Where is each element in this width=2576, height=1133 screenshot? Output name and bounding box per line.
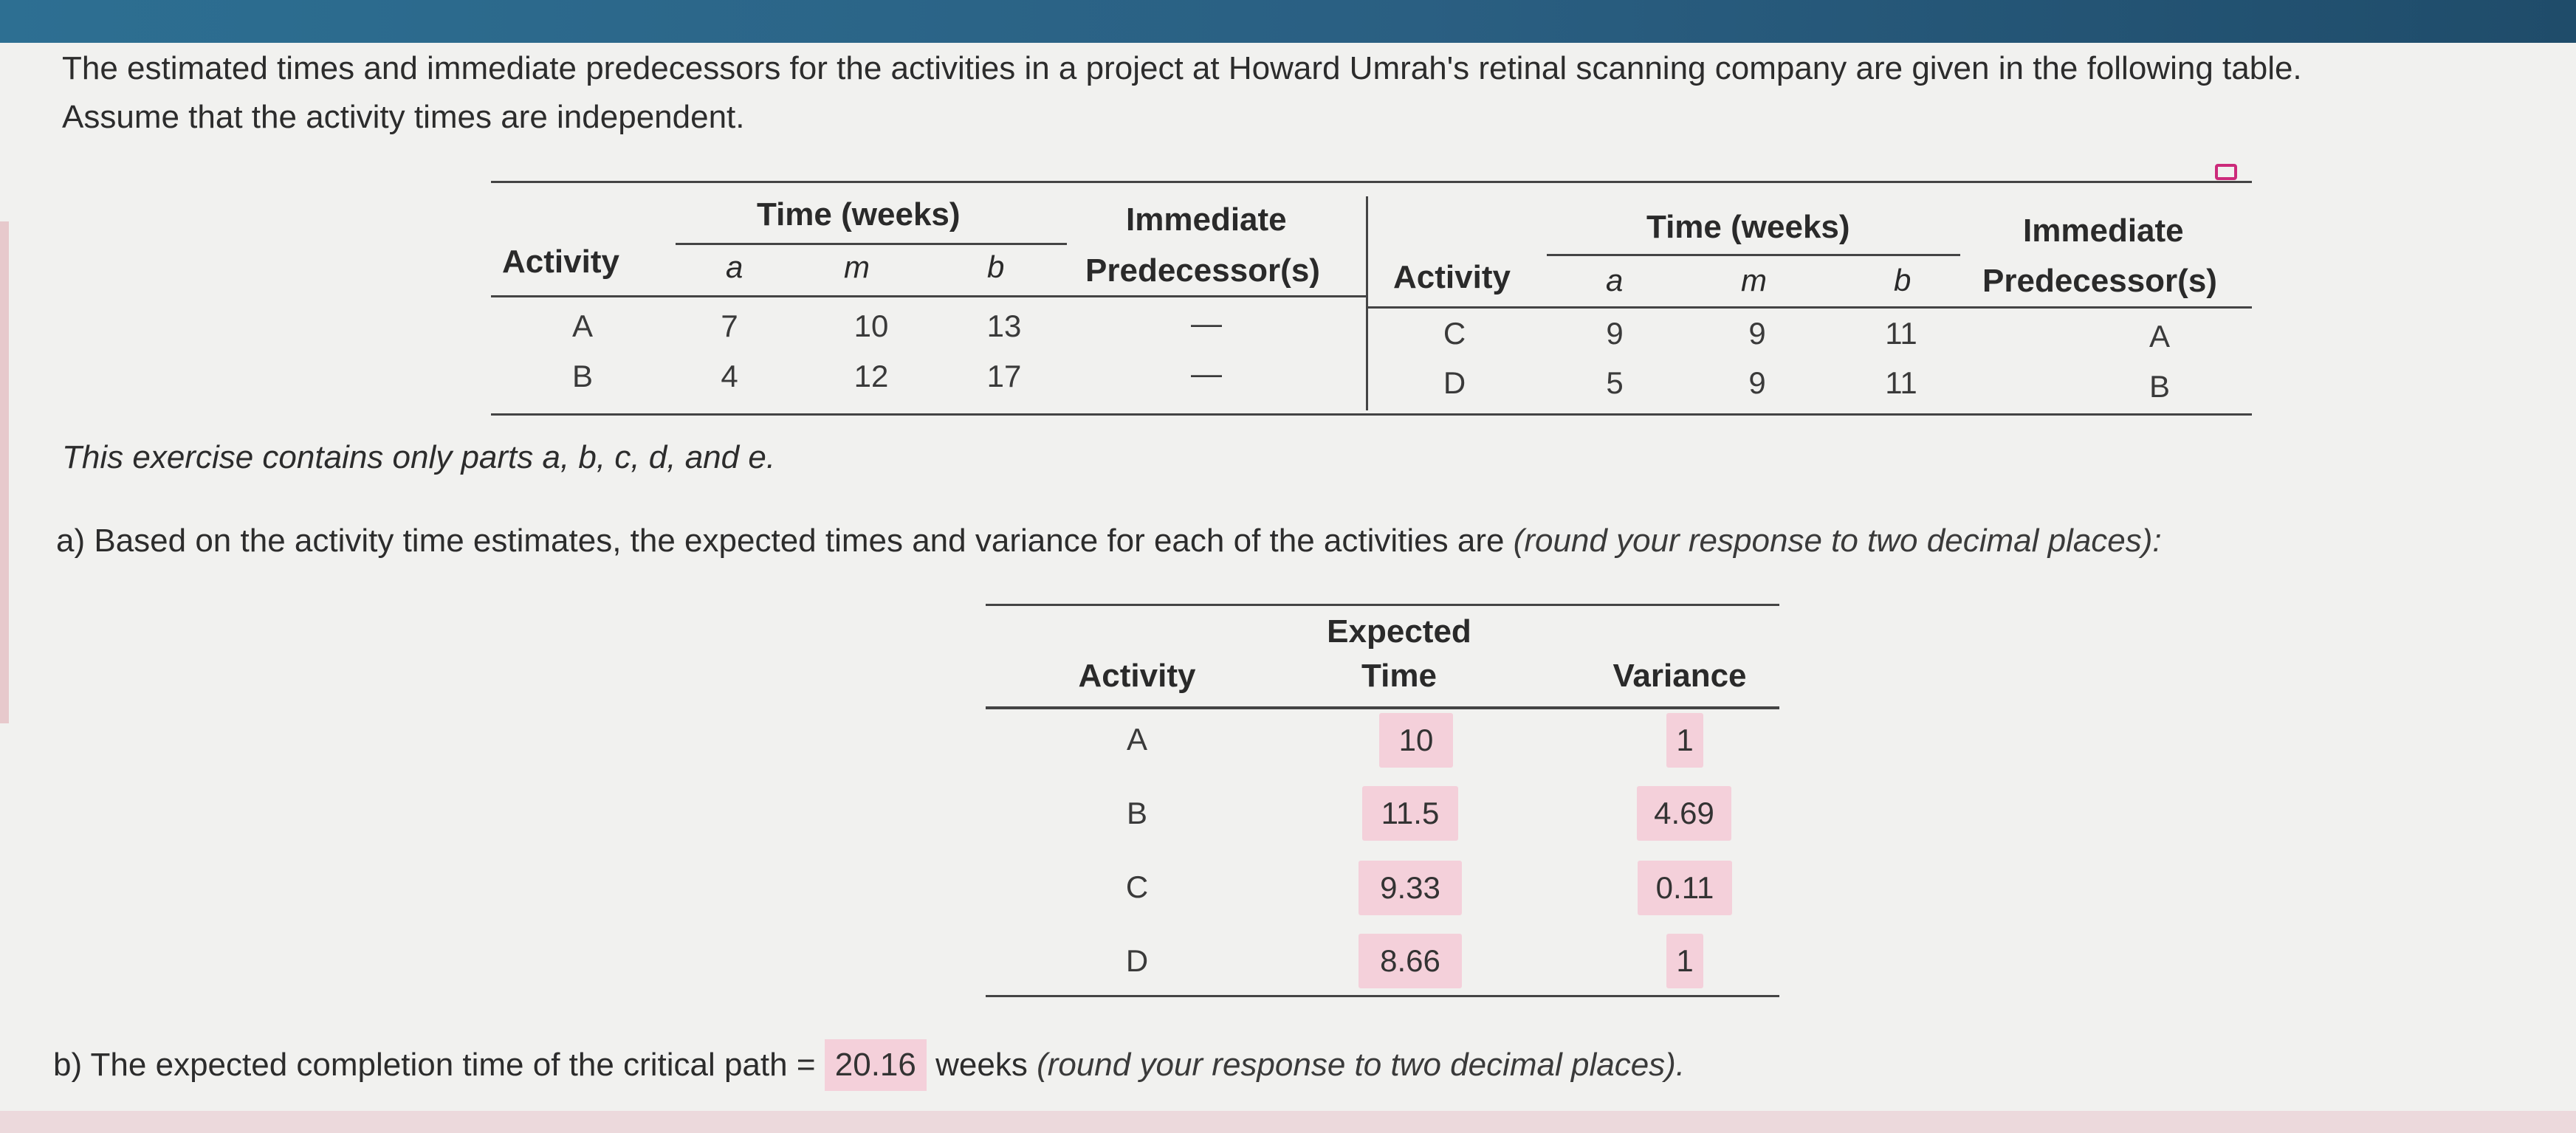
row-c-a: 9 <box>1606 316 1624 351</box>
activity-header-left: Activity <box>502 244 619 280</box>
expected-header-1: Expected <box>1327 613 1471 650</box>
row-b-activity: B <box>571 359 593 393</box>
row-d-activity: D <box>1443 365 1466 400</box>
col-m-header-left: m <box>844 249 870 284</box>
col-a-header-left: a <box>726 249 743 284</box>
time-header-underline-right <box>1547 254 1960 256</box>
row-c-m: 9 <box>1748 316 1766 351</box>
exercise-note: This exercise contains only parts a, b, c, d, and e. <box>62 439 776 475</box>
pred-header-left-2: Predecessor(s) <box>1085 252 1320 289</box>
row-b-a: 4 <box>721 359 738 393</box>
time-weeks-header-left: Time (weeks) <box>757 196 961 233</box>
left-accent-strip <box>0 221 9 723</box>
row-a-activity: A <box>571 309 593 343</box>
part-a-hint: (round your response to two decimal places): <box>1513 523 2162 559</box>
intro-line-1: The estimated times and immediate predecessors for the activities in a project at Howard Umrah's retinal scanning company are given in the following table. <box>62 50 2302 86</box>
activity-header: Activity <box>1078 658 1196 694</box>
row-b-b: 17 <box>986 359 1022 393</box>
header-rule-right <box>1367 306 2252 309</box>
table-row-d-activity: D <box>1125 943 1149 978</box>
part-b-hint: (round your response to two decimal places). <box>1037 1047 1686 1083</box>
row-d-b: 11 <box>1885 365 1917 400</box>
expected-header-2: Time <box>1361 658 1437 694</box>
part-b-unit: weeks <box>935 1047 1028 1083</box>
expected-times-table <box>986 604 1779 997</box>
col-b-header-left: b <box>987 249 1005 284</box>
col-b-header-right: b <box>1894 263 1912 297</box>
row-d-m: 9 <box>1748 365 1766 400</box>
row-b-m: 12 <box>853 359 889 393</box>
table-row-c-activity: C <box>1125 869 1149 904</box>
header-rule <box>986 706 1779 709</box>
part-b-question <box>53 1039 1685 1091</box>
variance-b-field[interactable]: 4.69 <box>1637 786 1731 841</box>
problem-intro <box>62 44 2528 142</box>
time-header-underline-left <box>676 243 1067 245</box>
row-d-a: 5 <box>1606 365 1624 400</box>
activity-header-right: Activity <box>1393 259 1511 295</box>
expected-time-a-field[interactable]: 10 <box>1379 713 1453 768</box>
row-a-m: 10 <box>853 309 889 343</box>
row-d-pred: B <box>2149 369 2170 404</box>
part-b-text: b) The expected completion time of the critical path = <box>53 1047 816 1083</box>
row-c-pred: A <box>2149 319 2170 354</box>
bottom-accent-strip <box>0 1111 2576 1133</box>
part-a-question <box>56 523 2162 559</box>
row-a-b: 13 <box>986 309 1022 343</box>
row-a-a: 7 <box>721 309 738 343</box>
critical-path-time-field[interactable]: 20.16 <box>825 1039 927 1091</box>
pred-header-left-1: Immediate <box>1126 202 1287 238</box>
row-c-b: 11 <box>1885 316 1917 351</box>
table-divider <box>1366 196 1368 410</box>
intro-line-2: Assume that the activity times are independent. <box>62 99 745 135</box>
row-a-pred: — <box>1191 306 1222 340</box>
row-c-activity: C <box>1443 316 1466 351</box>
variance-d-field[interactable]: 1 <box>1666 934 1703 988</box>
row-b-pred: — <box>1191 356 1222 390</box>
variance-a-field[interactable]: 1 <box>1666 713 1703 768</box>
header-rule-left <box>491 295 1367 297</box>
expected-time-b-field[interactable]: 11.5 <box>1362 786 1458 841</box>
expected-time-c-field[interactable]: 9.33 <box>1359 861 1462 915</box>
col-a-header-right: a <box>1606 263 1624 297</box>
pred-header-right-2: Predecessor(s) <box>1982 263 2217 299</box>
pred-header-right-1: Immediate <box>2023 213 2184 249</box>
part-a-text: a) Based on the activity time estimates, the expected times and variance for each of the activities are <box>56 523 1514 559</box>
col-m-header-right: m <box>1741 263 1767 297</box>
expected-time-d-field[interactable]: 8.66 <box>1359 934 1462 988</box>
variance-header: Variance <box>1612 658 1747 694</box>
table-row-a-activity: A <box>1126 722 1147 757</box>
time-weeks-header-right: Time (weeks) <box>1646 209 1850 245</box>
activity-estimates-table <box>491 181 2252 416</box>
expand-table-icon[interactable] <box>2215 164 2237 180</box>
top-banner <box>0 0 2576 43</box>
table-row-b-activity: B <box>1126 796 1147 830</box>
variance-c-field[interactable]: 0.11 <box>1638 861 1732 915</box>
